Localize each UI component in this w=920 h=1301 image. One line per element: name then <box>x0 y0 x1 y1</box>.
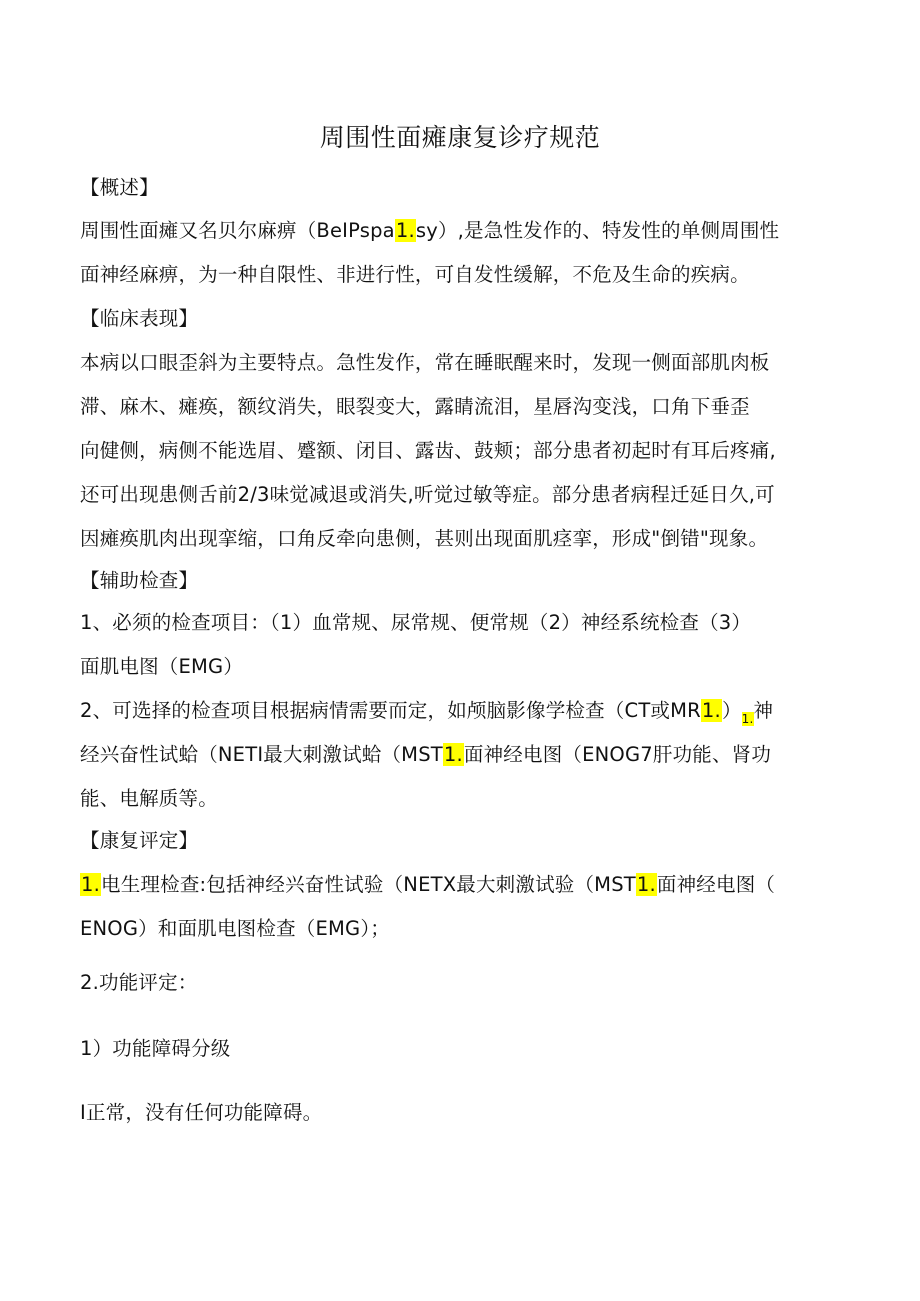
clinical-line-5: 因瘫痪肌肉出现挛缩，口角反牵向患侧，甚则出现面肌痉挛，形成"倒错"现象。 <box>80 527 769 550</box>
clinical-line-3: 向健侧，病侧不能选眉、蹙额、闭目、露齿、鼓颊；部分患者初起时有耳后疼痛, <box>80 439 776 462</box>
highlight-mark: 1. <box>443 743 463 766</box>
aux-line-4: 经兴奋性试蛤（NETI最大刺激试蛤（MST1.面神经电图（ENOG7肝功能、肾功 <box>80 743 772 766</box>
grade-i-text: I正常，没有任何功能障碍。 <box>80 1101 323 1124</box>
highlight-mark: 1. <box>741 712 754 726</box>
aux-line-1: 1、必须的检查项目：（1）血常规、尿常规、便常规（2）神经系统检查（3） <box>80 611 752 634</box>
function-grade-heading: 1）功能障碍分级 <box>80 1037 231 1060</box>
function-eval: 2.功能评定： <box>80 971 198 994</box>
clinical-heading: 【临床表现】 <box>80 307 199 330</box>
highlight-mark: 1. <box>81 873 101 896</box>
overview-heading: 【概述】 <box>80 176 159 199</box>
rehab-heading: 【康复评定】 <box>80 829 199 852</box>
aux-line-2: 面肌电图（EMG） <box>80 655 244 678</box>
overview-line-2: 面神经麻痹，为一种自限性、非进行性，可自发性缓解，不危及生命的疾病。 <box>80 263 750 286</box>
highlight-mark: 1. <box>701 699 721 722</box>
rehab-line-1: 1.电生理检查:包括神经兴奋性试验（NETX最大刺激试验（MST1.面神经电图（ <box>81 873 776 896</box>
highlight-mark: 1. <box>395 219 415 242</box>
highlight-mark: 1. <box>636 873 656 896</box>
clinical-line-2: 滞、麻木、瘫痪，额纹消失，眼裂变大，露睛流泪，星唇沟变浅，口角下垂歪 <box>80 395 750 418</box>
aux-line-5: 能、电解质等。 <box>80 787 218 810</box>
page-title: 周围性面瘫康复诊疗规范 <box>319 123 601 152</box>
aux-heading: 【辅助检查】 <box>80 569 199 592</box>
clinical-line-4: 还可出现患侧舌前2/3味觉减退或消失,听觉过敏等症。部分患者病程迁延日久,可 <box>80 483 775 506</box>
rehab-line-2: ENOG）和面肌电图检查（EMG）； <box>80 917 390 940</box>
clinical-line-1: 本病以口眼歪斜为主要特点。急性发作，常在睡眠醒来时，发现一侧面部肌肉板 <box>80 351 770 374</box>
aux-line-3: 2、可选择的检查项目根据病情需要而定，如颅脑影像学检查（CT或$MR1.)_{1.}$神 <box>80 699 774 726</box>
overview-line-1: 周围性面瘫又名贝尔麻痹（BeIPspa1.sy）,是急性发作的、特发性的单侧周围性 <box>80 219 780 242</box>
